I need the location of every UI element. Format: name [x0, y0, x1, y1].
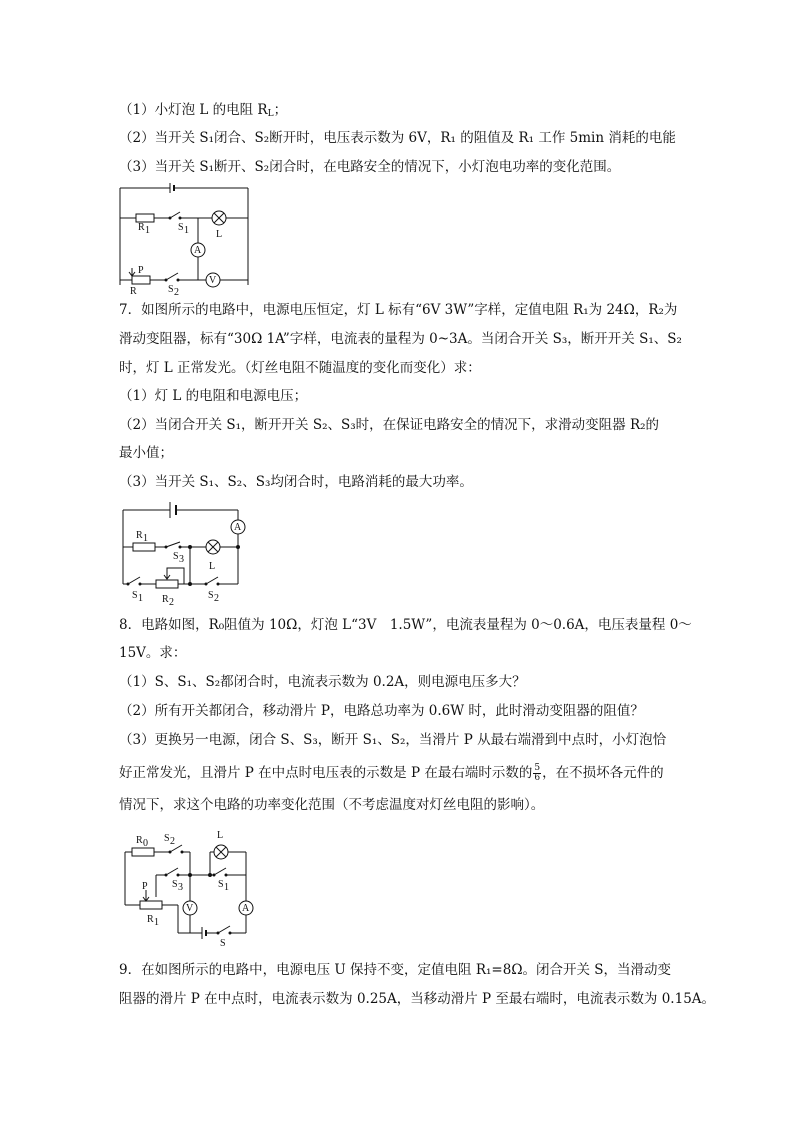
svg-text:R: R [162, 594, 169, 605]
svg-text:A: A [234, 522, 242, 533]
svg-text:S: S [173, 551, 179, 562]
q8-part3b: 好正常发光，且滑片 P 在中点时电压表的示数是 P 在最右端时示数的 $\frac{5}{6}$ ，在不损坏各元件的 [119, 763, 664, 783]
q7-part2b: 最小值； [119, 445, 173, 461]
svg-text:L: L [217, 830, 224, 841]
svg-text:R: R [147, 914, 154, 925]
svg-text:R: R [138, 222, 145, 233]
s3-switch [166, 542, 180, 547]
svg-text:A: A [194, 245, 202, 256]
svg-text:V: V [186, 903, 194, 914]
svg-text:1: 1 [224, 882, 229, 893]
q8-part3: （3）更换另一电源，闭合 S、S₃，断开 S₁、S₂，当滑片 P 从最右端滑到中点时，小灯泡恰 [119, 732, 667, 748]
svg-text:S: S [218, 879, 224, 890]
svg-text:R: R [136, 835, 143, 846]
svg-text:1: 1 [154, 917, 159, 928]
q8-part2: （2）所有开关都闭合，移动滑片 P，电路总功率为 0.6W 时，此时滑动变阻器的阻值？ [119, 703, 644, 719]
r1-rheostat [140, 901, 162, 909]
q6-part2: （2）当开关 S₁闭合、S₂断开时，电压表示数为 6V，R₁ 的阻值及 R₁ 工作 5min 消耗的电能 [119, 130, 676, 146]
svg-text:3: 3 [178, 882, 183, 893]
q6-circuit-diagram [118, 180, 253, 299]
rheostat [132, 276, 150, 284]
svg-text:0: 0 [143, 838, 148, 849]
q7-line1: 7．如图所示的电路中，电源电压恒定，灯 L 标有“6V 3W”字样，定值电阻 R₁为 24Ω，R₂为 [119, 302, 678, 318]
svg-text:1: 1 [184, 225, 189, 236]
q7-part1: （1）灯 L 的电阻和电源电压； [119, 388, 308, 404]
q6-part1: （1）小灯泡 L 的电阻 $R_L$； [119, 102, 288, 119]
q7-part2: （2）当闭合开关 S₁，断开开关 S₂、S₃时，在保证电路安全的情况下，求滑动变阻器 R₂的 [119, 417, 660, 433]
svg-text:R: R [136, 530, 143, 541]
svg-text:P: P [138, 265, 144, 276]
q7-line2: 滑动变阻器，标有“30Ω 1A”字样，电流表的量程为 0~3A。当闭合开关 S₃，断开开关 S₁、S₂ [119, 331, 682, 347]
r1-resistor [133, 543, 155, 551]
svg-text:1: 1 [145, 225, 150, 236]
svg-text:S: S [208, 590, 214, 601]
q8-part1: （1）S、S₁、S₂都闭合时，电流表示数为 0.2A，则电源电压多大？ [119, 674, 526, 690]
svg-text:S: S [178, 222, 184, 233]
s-switch [218, 926, 230, 933]
svg-text:V: V [209, 275, 217, 286]
svg-text:S: S [168, 284, 174, 295]
svg-text:2: 2 [214, 593, 219, 604]
svg-text:A: A [242, 903, 250, 914]
svg-text:S: S [220, 938, 226, 947]
q8-line1: 8．电路如图，R₀阻值为 10Ω，灯泡 L“3V 1.5W”，电流表量程为 0～0.6A，电压表量程 0～ [119, 617, 692, 633]
s3-switch [166, 868, 178, 875]
q7-circuit-diagram [118, 496, 253, 612]
svg-text:R: R [130, 286, 137, 295]
svg-text:3: 3 [179, 554, 184, 565]
s2-switch [206, 577, 218, 584]
q7-part3: （3）当开关 S₁、S₂、S₃均闭合时，电路消耗的最大功率。 [119, 474, 473, 490]
fraction: $\frac{5}{6}$ [534, 763, 541, 783]
svg-text:L: L [209, 561, 216, 572]
q8-line2: 15V。求： [119, 645, 187, 661]
svg-text:2: 2 [170, 836, 175, 847]
r2-rheostat [156, 580, 178, 588]
svg-text:L: L [216, 229, 223, 240]
q8-circuit-diagram [118, 825, 258, 951]
svg-text:2: 2 [174, 287, 179, 295]
q6-part3: （3）当开关 S₁断开、S₂闭合时，在电路安全的情况下，小灯泡电功率的变化范围。 [119, 159, 621, 175]
svg-text:1: 1 [143, 533, 148, 544]
svg-text:2: 2 [169, 597, 174, 608]
r0-resistor [132, 848, 154, 856]
q7-line3: 时，灯 L 正常发光。（灯丝电阻不随温度的变化而变化）求： [119, 360, 481, 376]
svg-text:1: 1 [138, 593, 143, 604]
svg-text:S: S [132, 590, 138, 601]
q8-part3c: 情况下，求这个电路的功率变化范围（不考虑温度对灯丝电阻的影响）。 [119, 797, 545, 813]
s1-switch [214, 868, 226, 875]
q9-line1: 9．在如图所示的电路中，电源电压 U 保持不变，定值电阻 R₁=8Ω。闭合开关 S，当滑动变 [119, 962, 672, 978]
svg-text:S: S [172, 879, 178, 890]
r1-resistor [136, 214, 154, 222]
s1-switch [128, 577, 140, 584]
q9-line2: 阻器的滑片 P 在中点时，电流表示数为 0.25A，当移动滑片 P 至最右端时，电流表示数为 0.15A。 [119, 991, 716, 1007]
s1-switch [170, 212, 180, 218]
s2-switch [166, 273, 178, 280]
svg-text:P: P [142, 881, 148, 892]
svg-text:S: S [164, 833, 170, 844]
